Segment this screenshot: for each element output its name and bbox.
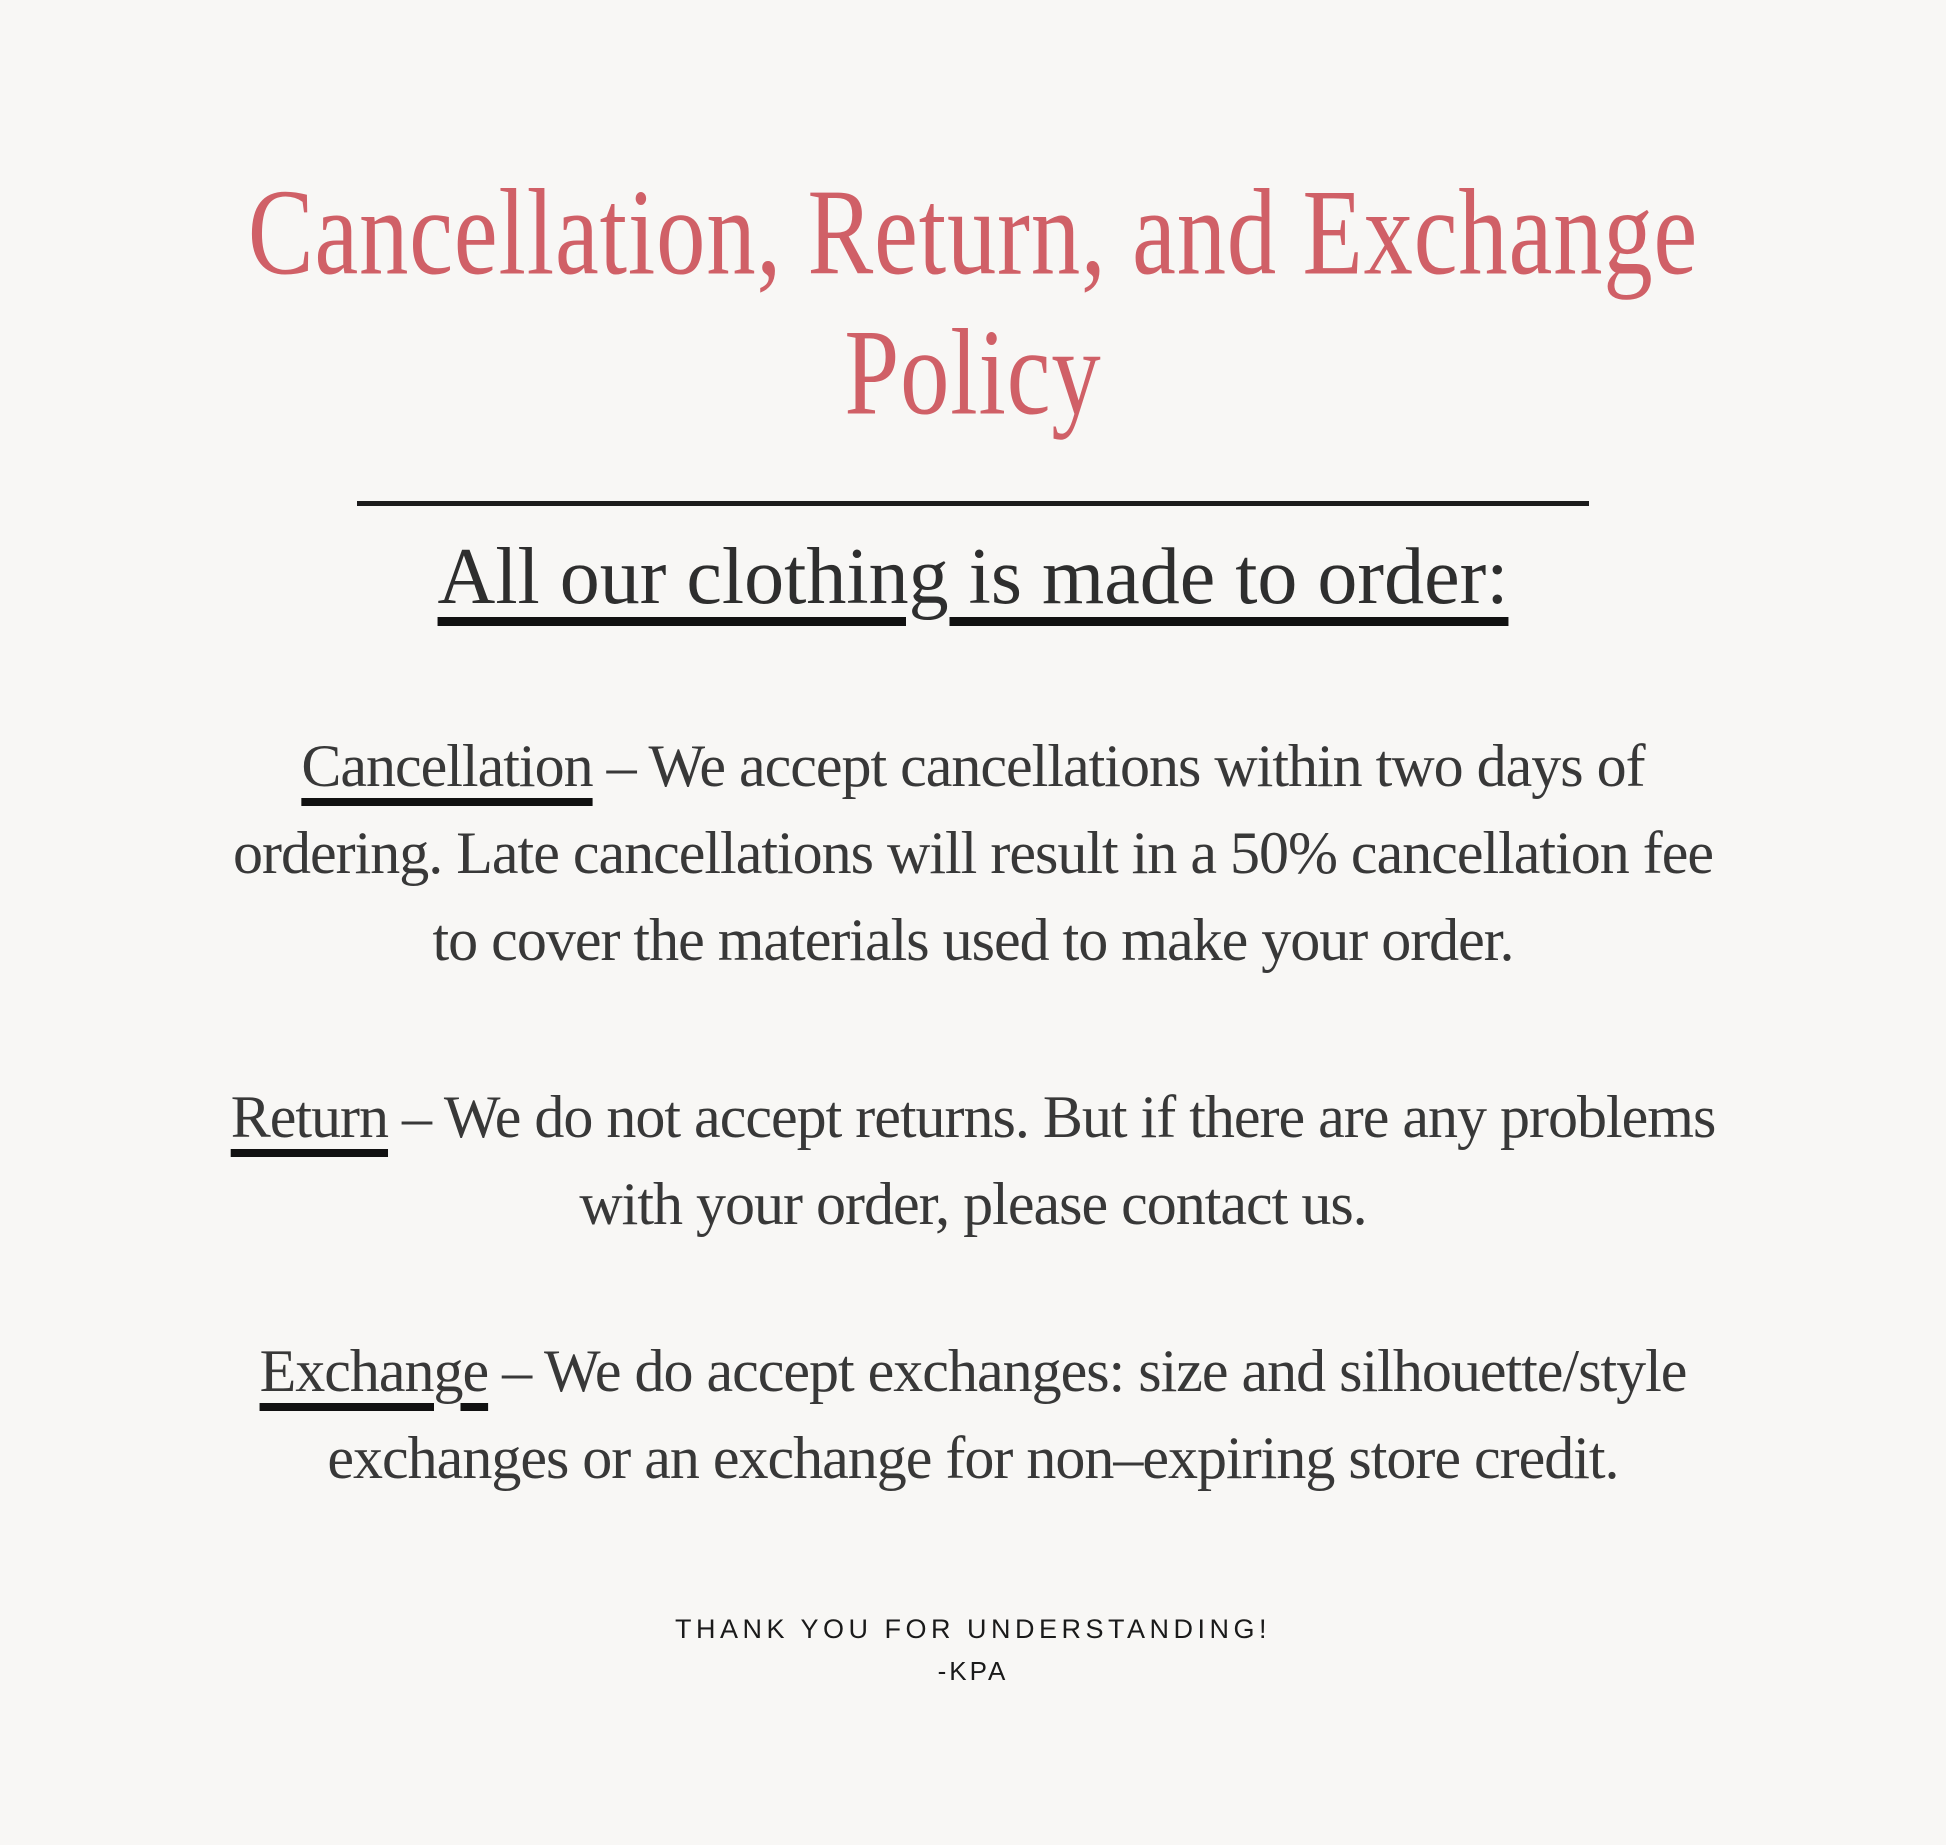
footer [0,1614,1946,1687]
exchange-policy-paragraph [0,1328,1946,1502]
footer-signature: -KPA [937,1656,1009,1686]
return-policy-paragraph [0,1074,1946,1248]
return-line-2: with your order, please contact us. [579,1171,1367,1237]
cancellation-policy-paragraph [0,723,1946,984]
exchange-term: Exchange [259,1338,489,1404]
footer-thank-you: THANK YOU FOR UNDERSTANDING! [674,1614,1272,1644]
cancellation-term: Cancellation [301,733,593,799]
page-title-line-1: Cancellation, Return, and Exchange [247,164,1699,302]
title-divider [357,501,1589,506]
exchange-line-2: exchanges or an exchange for non–expiring store credit. [327,1425,1619,1491]
return-line-1-text: – We do not accept returns. But if there are any problems [402,1084,1716,1150]
exchange-line-1-text: – We do accept exchanges: size and silhouette/style [502,1338,1687,1404]
cancellation-line-1-text: – We accept cancellations within two days of [606,733,1645,799]
cancellation-line-1 [0,723,1946,810]
cancellation-line-3: to cover the materials used to make your order. [432,907,1514,973]
return-term: Return [230,1084,389,1150]
return-line-1 [0,1074,1946,1161]
page-title-line-2: Policy [844,304,1102,442]
page-title [0,163,1946,443]
exchange-line-1 [0,1328,1946,1415]
cancellation-line-2: ordering. Late cancellations will result in a 50% cancellation fee [232,820,1714,886]
subtitle-made-to-order: All our clothing is made to order: [437,533,1509,621]
